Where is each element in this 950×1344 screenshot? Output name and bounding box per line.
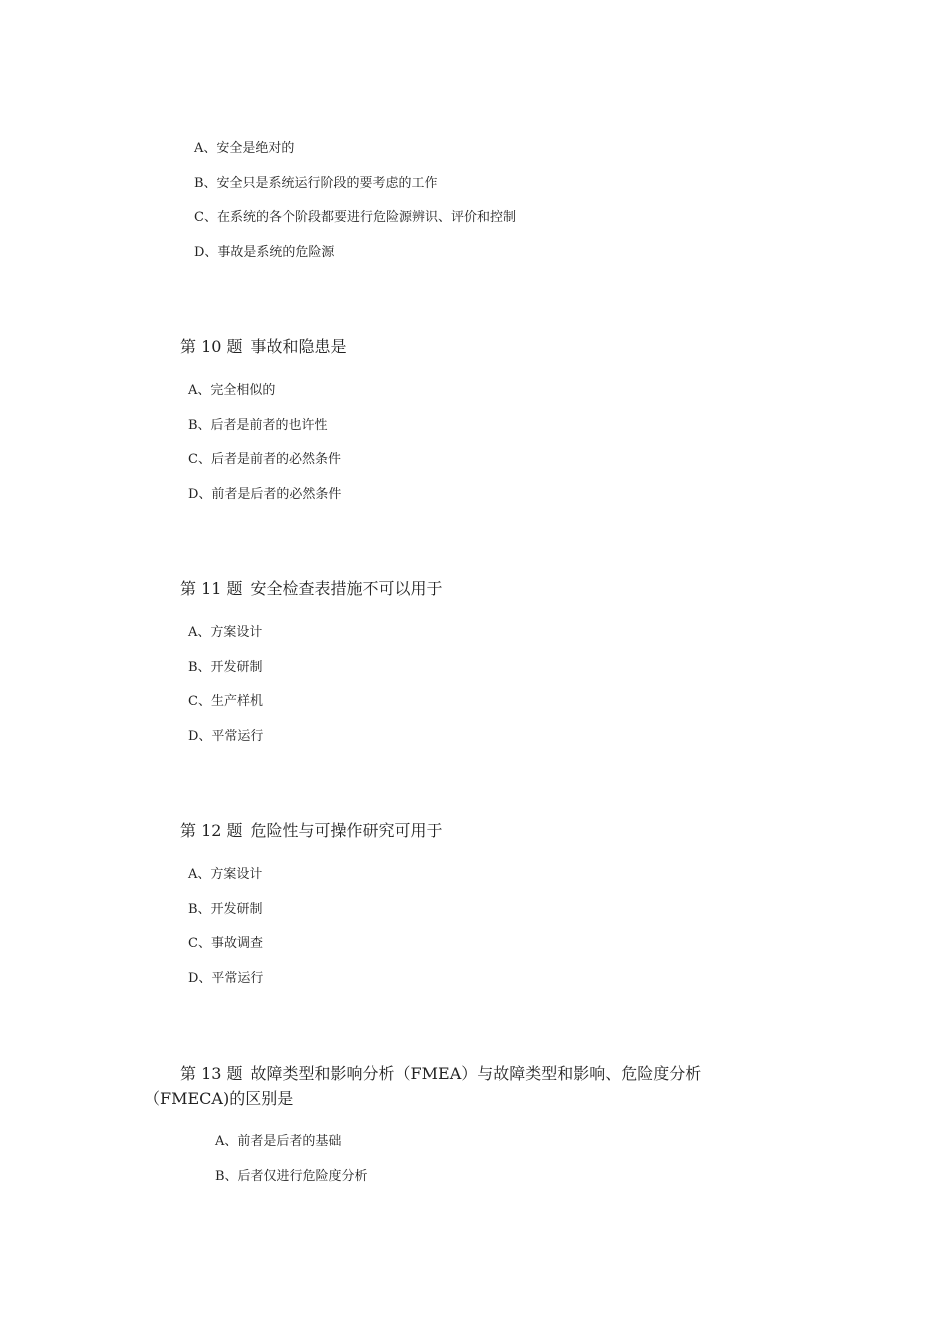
- question-12-number: 第 12 题: [180, 821, 243, 840]
- question-13-text-line2: （FMECA)的区别是: [144, 1089, 294, 1108]
- question-11-option-d: D、平常运行: [188, 729, 264, 744]
- question-11-title: [180, 578, 443, 600]
- question-10-option-a: A、完全相似的: [188, 383, 276, 398]
- question-10-option-b: B、后者是前者的也许性: [188, 418, 328, 433]
- question-13-title: [180, 1063, 701, 1085]
- question-12-option-b: B、开发研制: [188, 902, 263, 917]
- question-10-option-c: C、后者是前者的必然条件: [188, 452, 341, 467]
- question-11-option-b: B、开发研制: [188, 660, 263, 675]
- question-12-text: 危险性与可操作研究可用于: [250, 821, 443, 840]
- question-13-option-a: A、前者是后者的基础: [215, 1134, 342, 1149]
- question-12-title: [180, 820, 443, 842]
- question-13-number: 第 13 题: [180, 1064, 243, 1083]
- question-11-option-a: A、方案设计: [188, 625, 263, 640]
- question-9-option-c: C、在系统的各个阶段都要进行危险源辨识、评价和控制: [194, 210, 516, 225]
- question-11-option-c: C、生产样机: [188, 694, 263, 709]
- question-12-option-c: C、事故调查: [188, 936, 263, 951]
- question-10-title: [180, 336, 347, 358]
- question-11-text: 安全检查表措施不可以用于: [250, 579, 443, 598]
- question-13-option-b: B、后者仅进行危险度分析: [215, 1169, 368, 1184]
- question-11-number: 第 11 题: [180, 579, 243, 598]
- question-9-option-b: B、安全只是系统运行阶段的要考虑的工作: [194, 176, 438, 191]
- question-10-number: 第 10 题: [180, 337, 243, 356]
- question-12-option-d: D、平常运行: [188, 971, 264, 986]
- question-13-text-line1: 故障类型和影响分析（FMEA）与故障类型和影响、危险度分析: [250, 1064, 702, 1083]
- question-9-option-d: D、事故是系统的危险源: [194, 245, 335, 260]
- question-12-option-a: A、方案设计: [188, 867, 263, 882]
- question-9-option-a: A、安全是绝对的: [194, 141, 295, 156]
- question-10-option-d: D、前者是后者的必然条件: [188, 487, 342, 502]
- question-10-text: 事故和隐患是: [250, 337, 347, 356]
